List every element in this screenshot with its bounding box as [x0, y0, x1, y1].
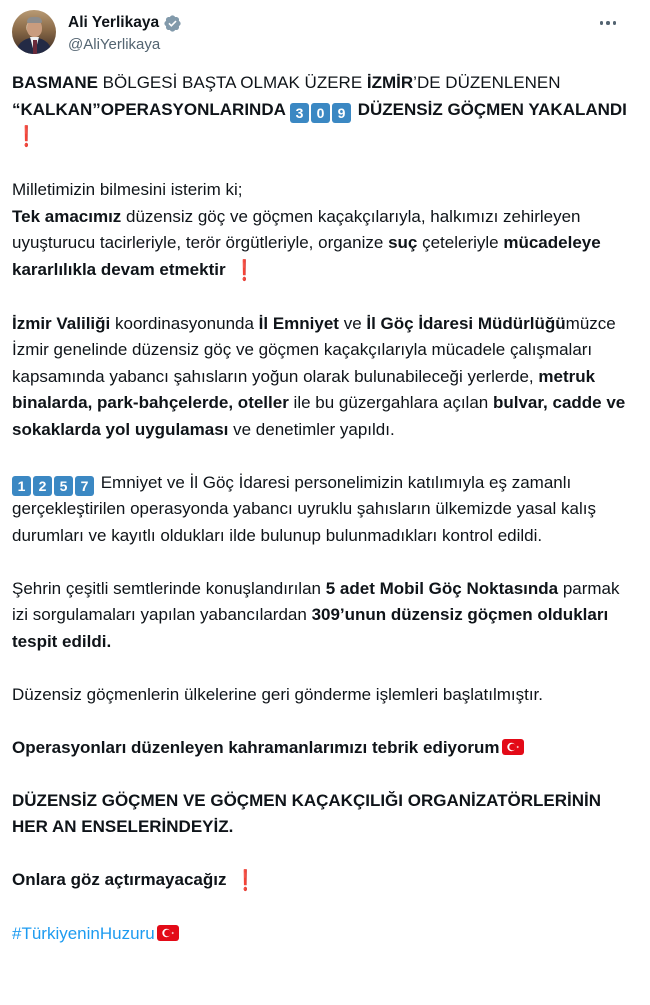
- text: koordinasyonunda: [110, 313, 259, 333]
- name-row: [68, 13, 182, 33]
- hashtag-link[interactable]: #TürkiyeninHuzuru: [12, 924, 155, 943]
- text-bold: Tek amacımız: [12, 206, 122, 226]
- keycap-digit-icon: 3: [290, 103, 309, 123]
- keycap-digit-icon: 2: [33, 476, 52, 496]
- author-display-name[interactable]: Ali Yerlikaya: [68, 14, 160, 31]
- paragraph-warning: [12, 788, 638, 841]
- text-bold: DÜZENSİZ GÖÇMEN VE GÖÇMEN KAÇAKÇILIĞI ORGANİZATÖRLERİNİN HER AN ENSELERİNDEYİZ.: [12, 790, 602, 836]
- paragraph-hashtag: [12, 921, 638, 948]
- text: çeteleriyle: [417, 233, 504, 252]
- more-horizontal-icon: [606, 21, 610, 25]
- text-bold: İl Göç İdaresi Müdürlüğü: [366, 313, 566, 333]
- paragraph-congrats: [12, 735, 638, 762]
- tweet-text: [12, 70, 638, 948]
- avatar[interactable]: [12, 10, 56, 54]
- keycap-digit-icon: 9: [332, 103, 351, 123]
- keycap-digit-icon: 7: [75, 476, 94, 496]
- text-bold: metruk binalarda, park-bahçelerde, oteller: [12, 366, 596, 412]
- exclamation-icon: ❗: [236, 870, 255, 892]
- exclamation-icon: ❗: [17, 126, 36, 148]
- more-horizontal-icon: [600, 21, 604, 25]
- text: parmak izi sorgulamaları yapılan yabancılardan: [12, 578, 620, 624]
- more-options-button[interactable]: [596, 14, 620, 32]
- text-bold: 5 adet Mobil Göç Noktasında: [325, 578, 559, 598]
- author-info: [68, 10, 182, 55]
- avatar-tie: [33, 40, 37, 54]
- text-bold: BASMANE: [12, 73, 98, 92]
- text-bold: DÜZENSİZ GÖÇMEN YAKALANDI: [353, 99, 627, 119]
- text: Emniyet ve İl Göç İdaresi personelimizin katılımıyla eş zamanlı gerçekleştirilen operasyonda yabancı uyruklu şahısların ülkemizde yasal kalış durumları ve kayıtlı oldukları ilde bulunup bulunmadıkları kontrol edildi.: [12, 472, 596, 545]
- turkey-flag-icon: [157, 925, 179, 941]
- text-bold: suç: [388, 233, 418, 252]
- text: ’DE DÜZENLENEN: [413, 73, 561, 92]
- text: ile bu güzergahlara açılan: [288, 393, 493, 412]
- text-bold: “KALKAN”OPERASYONLARINDA: [12, 99, 290, 119]
- text-bold: İzmir Valiliği: [12, 313, 111, 333]
- paragraph-personnel: [12, 470, 638, 550]
- text-bold: İl Emniyet: [258, 313, 339, 333]
- text-bold: Onlara göz açtırmayacağız: [12, 870, 232, 889]
- text: Şehrin çeşitli semtlerinde konuşlandırılan: [12, 578, 326, 598]
- more-horizontal-icon: [613, 21, 617, 25]
- exclamation-icon: ❗: [235, 259, 255, 282]
- paragraph-mobile-points: [12, 576, 638, 656]
- author-handle[interactable]: @AliYerlikaya: [68, 36, 161, 53]
- paragraph-deportation: Düzensiz göçmenlerin ülkelerine geri gönderme işlemleri başlatılmıştır.: [12, 684, 544, 704]
- text: BÖLGESİ BAŞTA OLMAK ÜZERE: [97, 73, 367, 92]
- text: müzce İzmir genelinde düzensiz göç ve göçmen kaçakçılarıyla mücadele çalışmaları kapsamında yabancı şahısların yoğun olarak bulunabileceği yerlerde,: [12, 313, 616, 386]
- keycap-digit-icon: 0: [311, 103, 330, 123]
- turkey-flag-icon: [502, 739, 524, 755]
- verified-badge-icon[interactable]: [163, 14, 182, 33]
- paragraph-closing: [12, 867, 638, 895]
- text-bold: bulvar, cadde ve sokaklarda yol uygulaması: [12, 393, 626, 439]
- text: ve denetimler yapıldı.: [228, 419, 395, 439]
- keycap-digit-icon: 5: [54, 476, 73, 496]
- tweet-header: [12, 0, 638, 70]
- keycap-digit-icon: 1: [12, 476, 31, 496]
- text-bold: Operasyonları düzenleyen kahramanlarımızı tebrik ediyorum: [12, 737, 500, 757]
- paragraph-headline: [12, 70, 638, 151]
- paragraph-coordination: [12, 311, 638, 444]
- avatar-hair: [27, 17, 42, 23]
- text-bold: İZMİR: [366, 73, 414, 92]
- text-bold: 309’unun düzensiz göçmen oldukları tespit edildi.: [12, 605, 609, 651]
- text: Milletimizin bilmesini isterim ki;: [12, 180, 243, 199]
- text-bold: mücadeleye kararlılıkla devam etmektir: [12, 233, 601, 279]
- text: ve: [338, 313, 367, 333]
- text: düzensiz göç ve göçmen kaçakçılarıyla, halkımızı zehirleyen uyuşturucu tacirleriyle, terör örgütleriyle, organize: [12, 206, 581, 252]
- paragraph-intro: [12, 177, 638, 284]
